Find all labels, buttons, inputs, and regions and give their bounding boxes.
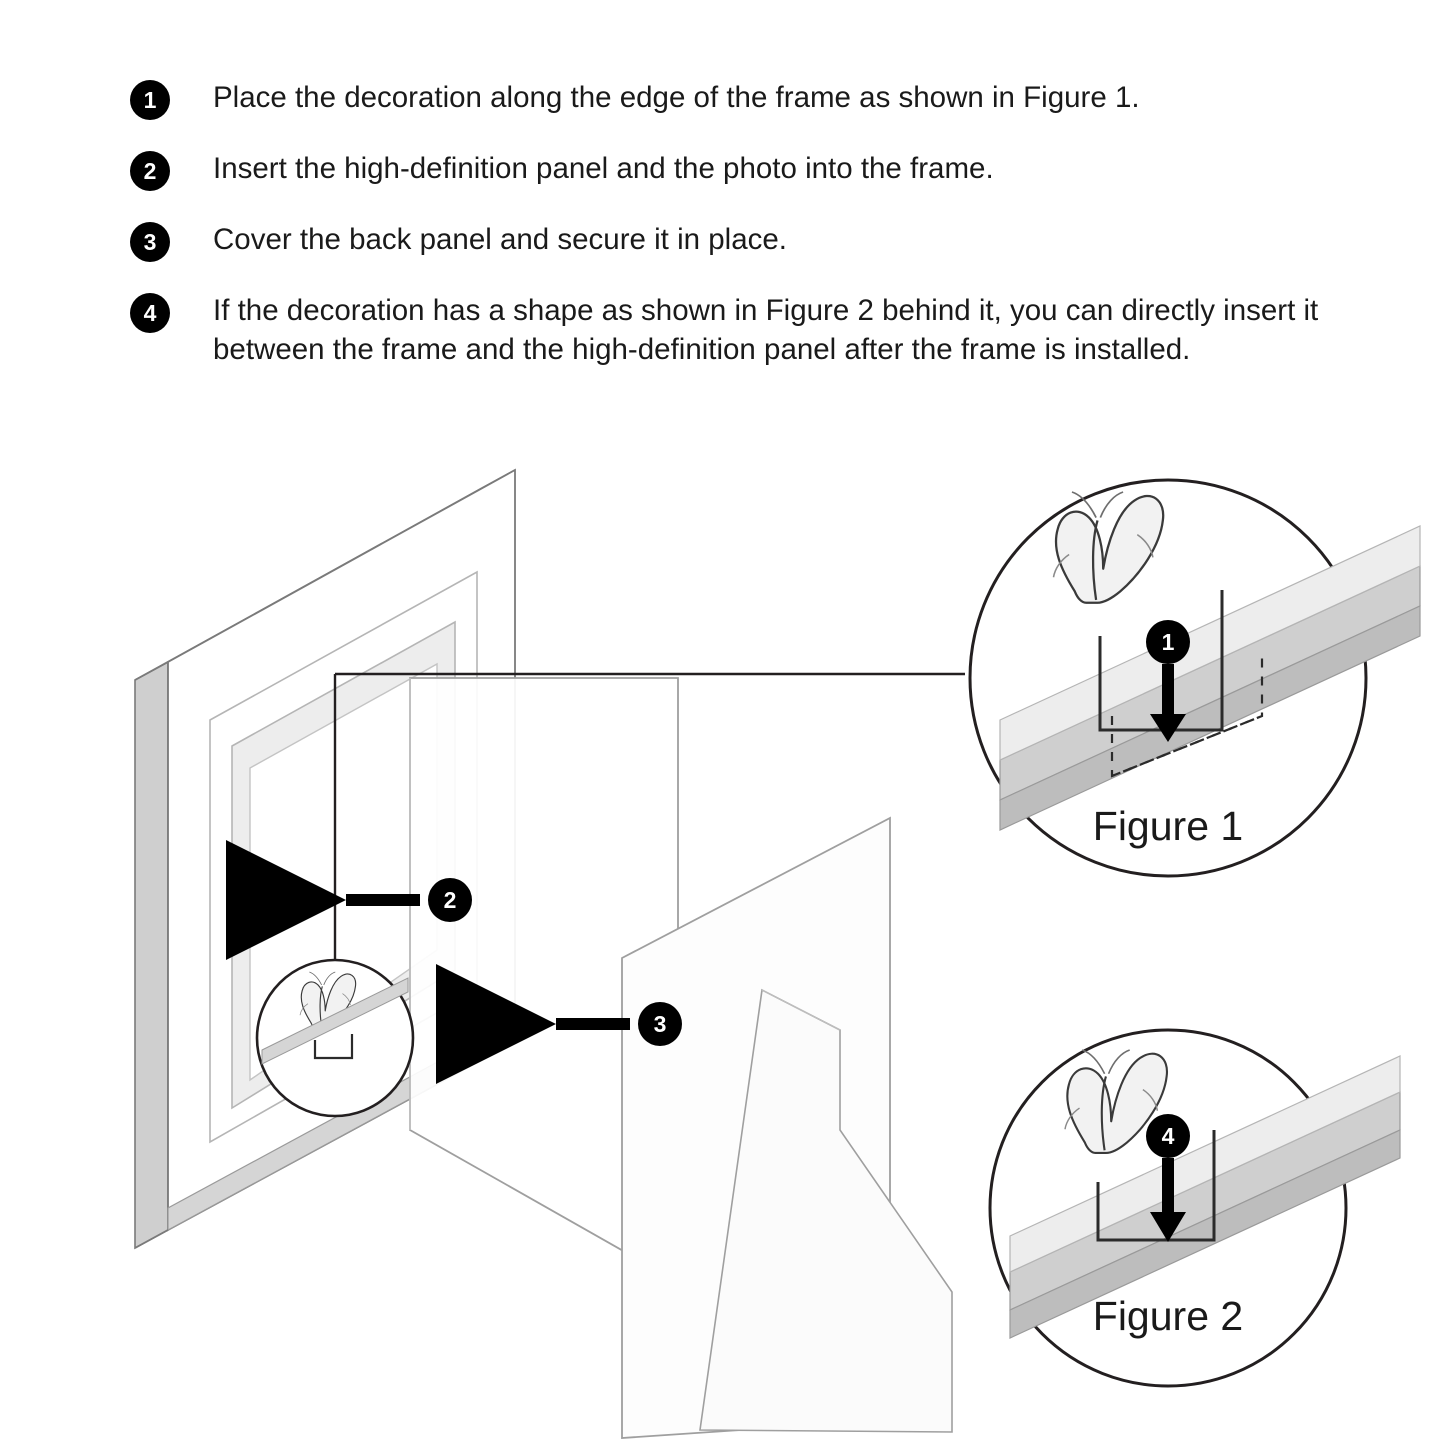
assembly-diagram	[0, 430, 1445, 1445]
instruction-step	[130, 78, 1360, 120]
instruction-step	[130, 149, 1360, 191]
step-text: Cover the back panel and secure it in place.	[213, 223, 787, 256]
figure-2-detail	[990, 1030, 1400, 1386]
callout-3-label: 3	[653, 1011, 667, 1037]
figure-1-label: Figure 1	[1092, 803, 1244, 849]
instruction-step	[130, 220, 1360, 262]
step-text: If the decoration has a shape as shown in Figure 2 behind it, you can directly insert it between the frame and the high-definition panel after the frame is installed.	[213, 294, 1319, 367]
callout-4-label: 4	[1161, 1123, 1175, 1149]
step-number-badge: 2	[130, 151, 170, 191]
instruction-step	[130, 291, 1360, 369]
step-text: Place the decoration along the edge of the frame as shown in Figure 1.	[213, 81, 1140, 114]
instruction-list	[130, 78, 1360, 398]
step-number-badge: 4	[130, 293, 170, 333]
figure-2-label: Figure 2	[1092, 1293, 1244, 1339]
step-number-badge: 3	[130, 222, 170, 262]
step-number-badge: 1	[130, 80, 170, 120]
step-text: Insert the high-definition panel and the photo into the frame.	[213, 152, 994, 185]
callout-2-label: 2	[443, 887, 457, 913]
callout-1-label: 1	[1161, 629, 1175, 655]
detail-circle-small	[257, 960, 413, 1116]
figure-1-detail	[970, 480, 1420, 876]
